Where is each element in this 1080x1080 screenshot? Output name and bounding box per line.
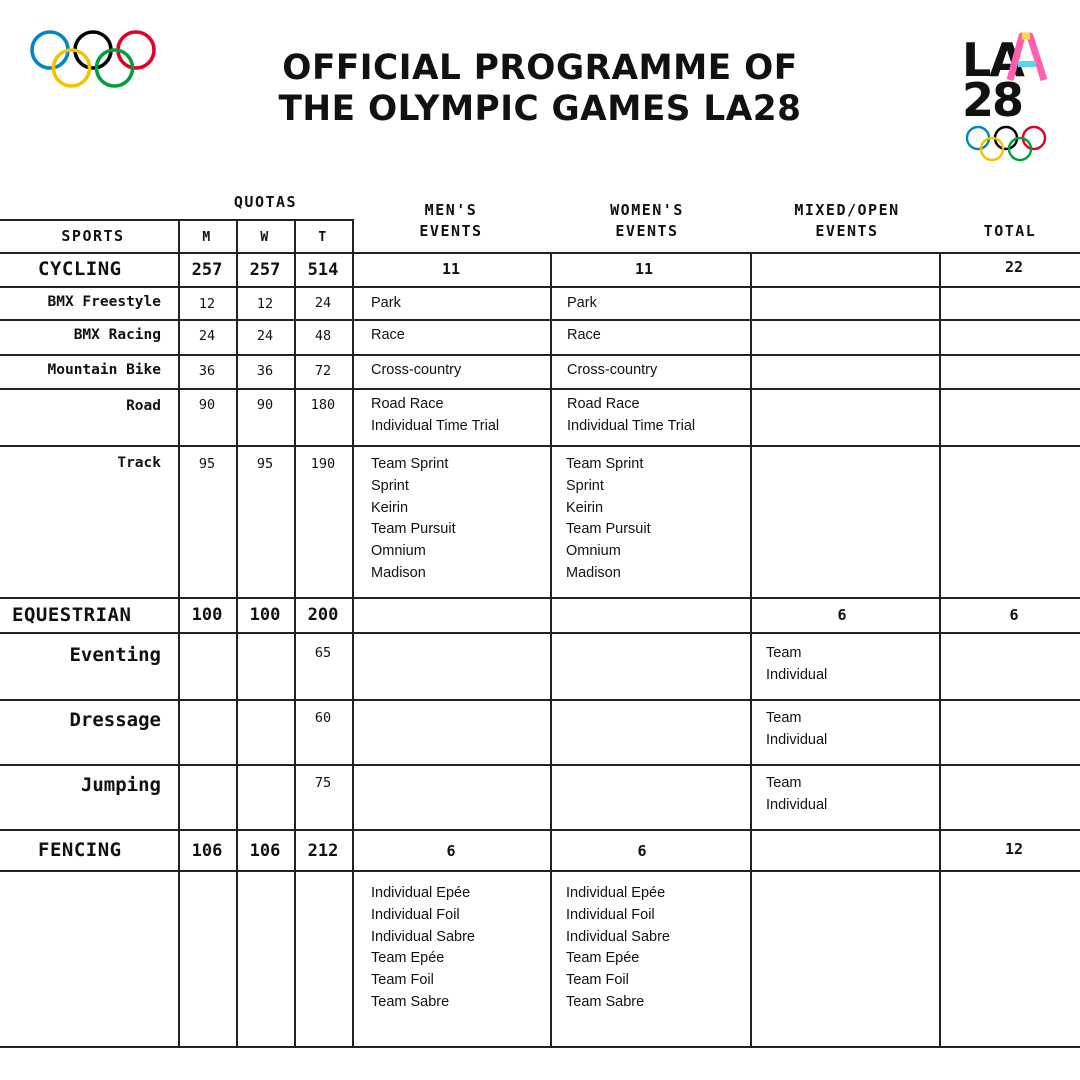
event-item: Individual Foil [566, 906, 655, 923]
event-item: Individual Sabre [371, 928, 475, 945]
header-mixed-line-1: MIXED/OPEN [794, 201, 900, 219]
discipline-track: Track [117, 455, 161, 471]
discipline-eventing: Eventing [69, 644, 161, 666]
event-item: Cross-country [567, 362, 658, 378]
event-item: Team [766, 710, 802, 726]
event-item: Team [766, 645, 802, 661]
jumping-mixed-events [766, 773, 827, 817]
header-total: TOTAL [983, 222, 1037, 240]
header-quotas: QUOTAS [233, 193, 298, 211]
event-item: Road Race [371, 396, 444, 412]
header-mens-line-1: MEN'S [424, 201, 478, 219]
event-item: Omnium [371, 543, 426, 560]
sport-equestrian: EQUESTRIAN [12, 604, 132, 626]
event-item: Individual [766, 731, 828, 748]
bmx-freestyle-t: 24 [314, 295, 332, 311]
mountain-bike-womens-events [567, 360, 657, 382]
discipline-mountain-bike: Mountain Bike [47, 362, 161, 378]
cycling-total: 22 [1004, 258, 1024, 276]
road-mens-events [371, 394, 499, 438]
cycling-womens-count: 11 [634, 260, 654, 278]
event-item: Sprint [566, 477, 604, 494]
event-item: Individual [766, 666, 828, 683]
discipline-road: Road [126, 398, 161, 414]
event-item: Madison [566, 564, 621, 581]
event-item: Road Race [567, 396, 640, 412]
bmx-racing-w: 24 [256, 328, 274, 344]
discipline-bmx-racing: BMX Racing [73, 327, 161, 343]
header-womens-line-1: WOMEN'S [610, 201, 684, 219]
la28-logo-year: 28 [962, 73, 1023, 127]
event-item: Team Epée [371, 950, 445, 967]
header-mixed-events [750, 200, 944, 242]
header-m: M [202, 230, 212, 245]
event-item: Team Sprint [371, 456, 449, 472]
fencing-w: 106 [249, 841, 281, 861]
event-item: Team [766, 775, 802, 791]
event-item: Individual Sabre [566, 928, 670, 945]
sport-cycling: CYCLING [38, 258, 122, 280]
event-item: Team Foil [371, 972, 434, 989]
bmx-freestyle-w: 12 [256, 296, 274, 312]
eventing-t: 65 [314, 645, 332, 661]
event-item: Individual Time Trial [567, 417, 696, 434]
event-item: Individual [766, 796, 828, 813]
cycling-m: 257 [191, 260, 223, 280]
road-womens-events [567, 394, 695, 438]
header-mens-line-2: EVENTS [419, 222, 483, 240]
event-item: Park [567, 295, 597, 311]
fencing-mens-count: 6 [446, 842, 456, 860]
event-item: Team Foil [566, 972, 629, 989]
event-item: Cross-country [371, 362, 462, 378]
la28-logo-a-graphic [1000, 30, 1050, 90]
eventing-mixed-events [766, 643, 827, 687]
road-w: 90 [256, 397, 274, 413]
track-m: 95 [198, 456, 216, 472]
cycling-w: 257 [249, 260, 281, 280]
fencing-womens-count: 6 [637, 842, 647, 860]
la28-logo [962, 33, 1058, 127]
event-item: Team Pursuit [371, 521, 456, 538]
equestrian-m: 100 [191, 605, 223, 625]
cycling-mens-count: 11 [441, 260, 461, 278]
bmx-racing-mens-events [371, 325, 405, 347]
fencing-t: 212 [307, 841, 339, 861]
event-item: Race [371, 327, 405, 343]
road-t: 180 [310, 397, 336, 413]
dressage-mixed-events [766, 708, 827, 752]
la28-olympic-rings [965, 125, 1047, 163]
track-w: 95 [256, 456, 274, 472]
sport-fencing: FENCING [38, 839, 122, 861]
event-item: Team Sprint [566, 456, 644, 472]
bmx-freestyle-womens-events [567, 293, 597, 315]
bmx-racing-womens-events [567, 325, 601, 347]
event-item: Team Pursuit [566, 521, 651, 538]
equestrian-mixed-count: 6 [837, 606, 847, 624]
event-item: Keirin [566, 499, 604, 516]
event-item: Race [567, 327, 601, 343]
fencing-womens-events [566, 883, 670, 1014]
fencing-m: 106 [191, 841, 223, 861]
event-item: Omnium [566, 543, 621, 560]
header-mens-events [352, 200, 550, 242]
event-item: Sprint [371, 477, 409, 494]
discipline-bmx-freestyle: BMX Freestyle [47, 294, 161, 310]
jumping-t: 75 [314, 775, 332, 791]
mountain-bike-t: 72 [314, 363, 332, 379]
event-item: Team Sabre [371, 993, 450, 1010]
track-womens-events [566, 454, 651, 585]
event-item: Individual Foil [371, 906, 460, 923]
event-item: Madison [371, 564, 426, 581]
event-item: Park [371, 295, 401, 311]
bmx-racing-t: 48 [314, 328, 332, 344]
road-m: 90 [198, 397, 216, 413]
header-womens-line-2: EVENTS [615, 222, 679, 240]
discipline-jumping: Jumping [80, 774, 161, 796]
header-t: T [318, 230, 328, 245]
fencing-total: 12 [1004, 840, 1024, 858]
event-item: Team Sabre [566, 993, 645, 1010]
track-t: 190 [310, 456, 336, 472]
equestrian-t: 200 [307, 605, 339, 625]
dressage-t: 60 [314, 710, 332, 726]
cycling-t: 514 [307, 260, 339, 280]
mountain-bike-w: 36 [256, 363, 274, 379]
event-item: Individual Epée [371, 885, 471, 901]
equestrian-w: 100 [249, 605, 281, 625]
equestrian-total: 6 [1009, 606, 1019, 624]
title-line-2: THE OLYMPIC GAMES LA28 [278, 89, 802, 129]
event-item: Team Epée [566, 950, 640, 967]
la28-logo-la: LA [962, 33, 1023, 87]
header-w: W [260, 230, 270, 245]
discipline-dressage: Dressage [69, 709, 161, 731]
header-sports: SPORTS [61, 227, 125, 245]
page-title [236, 48, 844, 130]
header-mixed-line-2: EVENTS [815, 222, 879, 240]
fencing-mens-events [371, 883, 475, 1014]
event-item: Individual Time Trial [371, 417, 500, 434]
event-item: Keirin [371, 499, 409, 516]
title-line-1: OFFICIAL PROGRAMME OF [282, 48, 798, 88]
mountain-bike-mens-events [371, 360, 461, 382]
event-item: Individual Epée [566, 885, 666, 901]
mountain-bike-m: 36 [198, 363, 216, 379]
header-womens-events [548, 200, 746, 242]
olympic-rings-logo [28, 28, 158, 90]
bmx-freestyle-mens-events [371, 293, 401, 315]
bmx-racing-m: 24 [198, 328, 216, 344]
track-mens-events [371, 454, 456, 585]
bmx-freestyle-m: 12 [198, 296, 216, 312]
